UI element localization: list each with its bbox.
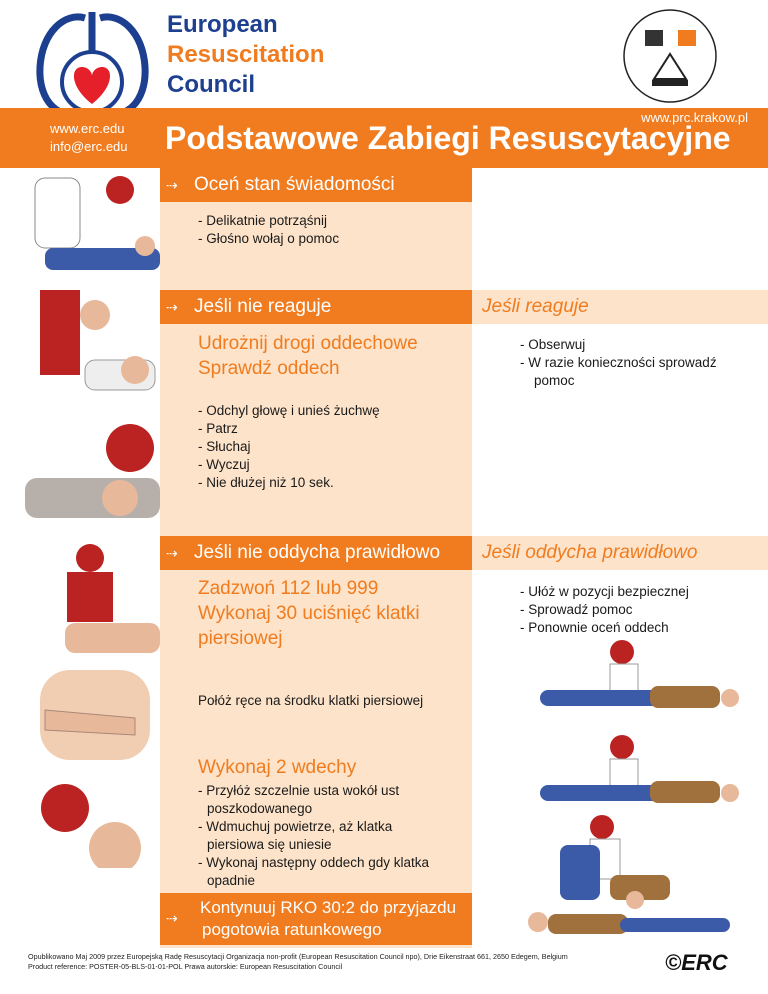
band-not-breathing-label: Jeśli nie oddycha prawidłowo [194, 542, 441, 563]
band-assess [160, 168, 472, 202]
continue-line1: Kontynuuj RKO 30:2 do przyjazdu [200, 898, 457, 917]
illustration-recovery-2 [530, 735, 740, 815]
illustration-recovery-3 [540, 815, 740, 910]
erc-email-link[interactable]: info@erc.edu [50, 139, 128, 154]
call-heading-1: Zadzwoń 112 lub 999 [198, 578, 379, 599]
list-item: - Przyłóż szczelnie usta wokół ust [198, 783, 400, 798]
erc-contact [50, 120, 128, 156]
org-line2: Resuscitation [167, 41, 325, 68]
org-line1: European [167, 11, 278, 38]
illustration-rescue-breaths [25, 778, 160, 888]
band-no-response [160, 290, 472, 324]
list-item: - Nie dłużej niż 10 sek. [198, 475, 334, 490]
list-item: piersiowa się uniesie [207, 837, 332, 852]
illustration-look-listen [25, 408, 160, 528]
list-item: - Obserwuj [520, 337, 586, 352]
airway-list [198, 402, 380, 492]
breaths-list [198, 782, 429, 890]
footer [28, 952, 568, 972]
band-continue [160, 893, 472, 945]
band-assess-label: Oceń stan świadomości [194, 174, 395, 195]
hands-instruction: Połóż ręce na środku klatki piersiowej [198, 693, 424, 708]
footer-reference: Product reference: POSTER-05-BLS-01-01-POL Prawa autorskie: European Resuscitation Council [28, 962, 343, 971]
band-responds: Jeśli reaguje [472, 290, 768, 324]
erc-signature: ©ERC [665, 950, 728, 975]
airway-heading-1: Udrożnij drogi oddechowe [198, 333, 418, 354]
band-no-response-label: Jeśli nie reaguje [194, 296, 332, 317]
band-breathing: Jeśli oddycha prawidłowo [472, 536, 768, 570]
illustration-hands-on-chest [25, 660, 160, 768]
call-heading [198, 576, 420, 651]
org-name [167, 10, 324, 100]
illustration-recovery-1 [530, 640, 740, 720]
org-line3: Council [167, 71, 255, 98]
illustration-compressions [25, 538, 160, 658]
list-item: - Odchyl głowę i unieś żuchwę [198, 403, 380, 418]
erc-logo [30, 12, 155, 122]
breathing-list [520, 583, 689, 637]
arrow-icon: ⇢ [166, 299, 177, 315]
call-heading-3: piersiowej [198, 628, 283, 649]
band-not-breathing [160, 536, 472, 570]
airway-heading [198, 331, 418, 381]
call-heading-2: Wykonaj 30 uciśnięć klatki [198, 603, 420, 624]
illustration-shake [25, 168, 160, 280]
continue-line2: pogotowia ratunkowego [202, 920, 382, 939]
footer-publication: Opublikowano Maj 2009 przez Europejską Radę Resuscytacji Organizacja non-profit (European Resuscitation Council npo), Drie Eikenstraat 661, 2650 Edegem, Belgium [28, 952, 568, 961]
page-title: Podstawowe Zabiegi Resuscytacyjne [165, 120, 731, 156]
list-item: - Delikatnie potrząśnij [198, 213, 328, 228]
list-item: - Głośno wołaj o pomoc [198, 231, 340, 246]
list-item: - Patrz [198, 421, 238, 436]
list-item: - Wdmuchuj powietrze, aż klatka [198, 819, 393, 834]
list-item: - Ułóż w pozycji bezpiecznej [520, 584, 689, 599]
breaths-heading: Wykonaj 2 wdechy [198, 757, 357, 778]
prc-web-link[interactable]: www.prc.krakow.pl [641, 110, 748, 125]
list-item: pomoc [534, 373, 575, 388]
arrow-icon: ⇢ [166, 177, 177, 193]
assess-list [198, 212, 339, 248]
illustration-airway [25, 290, 160, 400]
arrow-icon: ⇢ [166, 910, 178, 926]
responds-list [520, 336, 717, 390]
illustration-recovery-4 [520, 900, 750, 950]
list-item: - Wykonaj następny oddech gdy klatka [198, 855, 430, 870]
list-item: - Sprowadź pomoc [520, 602, 633, 617]
list-item: poszkodowanego [207, 801, 313, 816]
arrow-icon: ⇢ [166, 545, 177, 561]
erc-web-link[interactable]: www.erc.edu [50, 121, 125, 136]
list-item: opadnie [207, 873, 256, 888]
list-item: - Wyczuj [198, 457, 250, 472]
list-item: - Słuchaj [198, 439, 251, 454]
list-item: - W razie konieczności sprowadź [520, 355, 717, 370]
prc-seal [610, 4, 730, 124]
airway-heading-2: Sprawdź oddech [198, 358, 340, 379]
list-item: - Ponownie oceń oddech [520, 620, 669, 635]
